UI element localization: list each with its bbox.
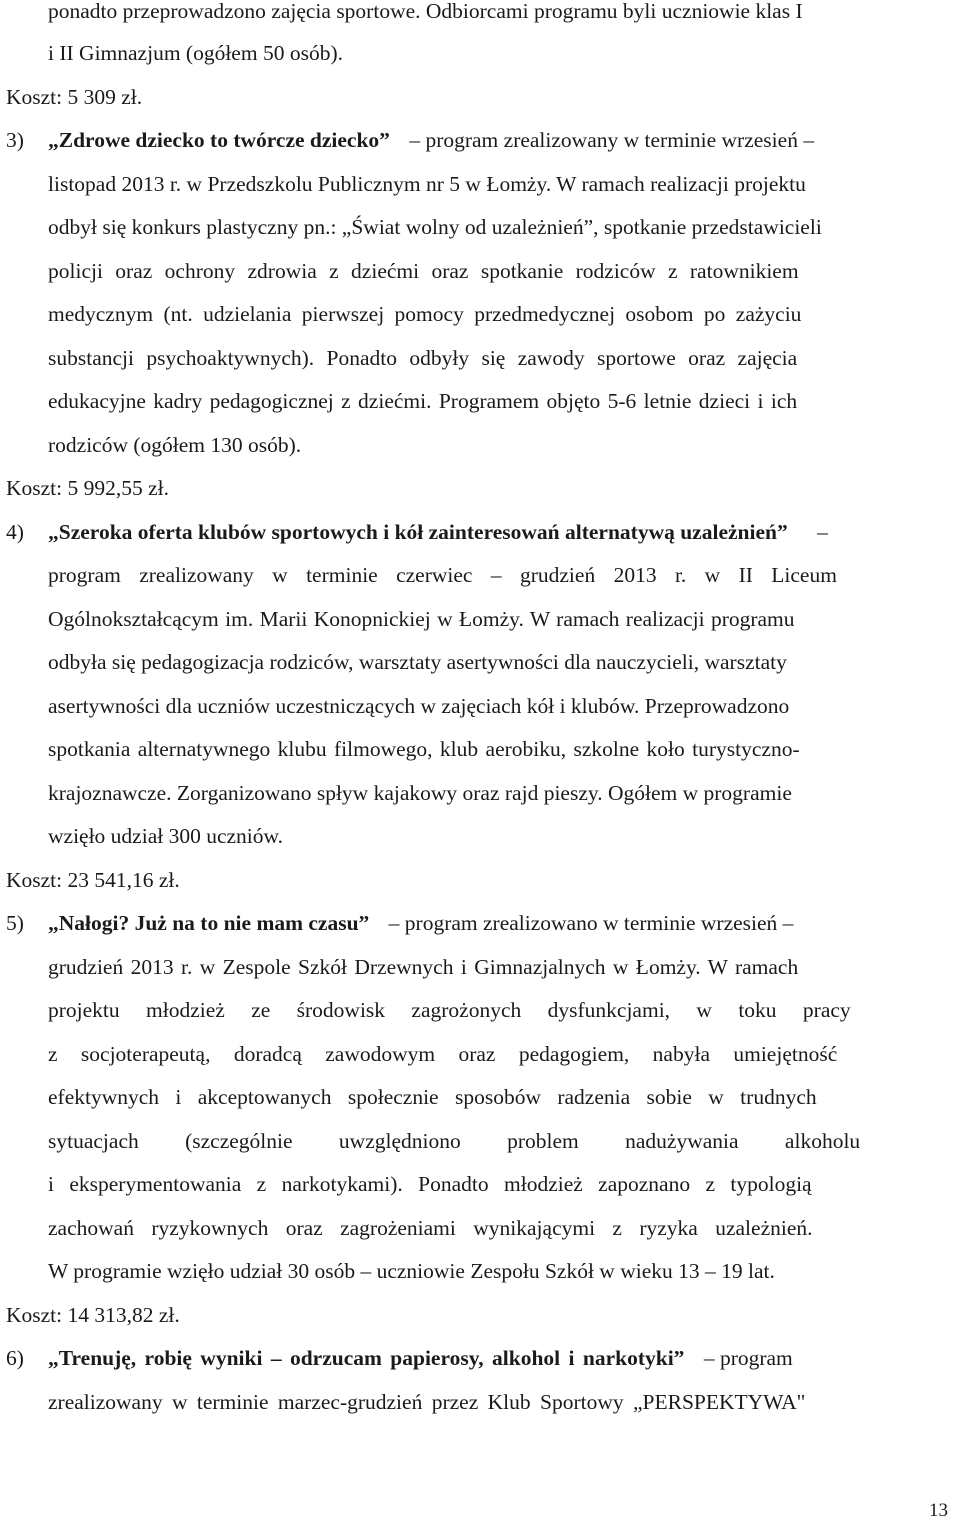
program-title: „Trenuję, robię wyniki – odrzucam papierosy, alkohol i narkotyki” bbox=[48, 1346, 685, 1370]
text-fragment: – program zrealizowano w terminie wrzesień – bbox=[388, 911, 794, 935]
program-title: „Nałogi? Już na to nie mam czasu” bbox=[48, 911, 370, 935]
text-line: policji oraz ochrony zdrowia z dziećmi oraz spotkanie rodziców z ratownikiem bbox=[48, 259, 799, 283]
section-heading bbox=[48, 910, 793, 936]
text-line: zrealizowany w terminie marzec-grudzień przez Klub Sportowy „PERSPEKTYWA" bbox=[48, 1390, 806, 1414]
cost-line: Koszt: 14 313,82 zł. bbox=[6, 1303, 180, 1327]
text-fragment: – program zrealizowany w terminie wrzesień – bbox=[409, 128, 815, 152]
section-heading bbox=[48, 127, 814, 153]
text-line: grudzień 2013 r. w Zespole Szkół Drzewnych i Gimnazjalnych w Łomży. W ramach bbox=[48, 955, 799, 979]
program-title: „Zdrowe dziecko to twórcze dziecko” bbox=[48, 128, 390, 152]
text-line: edukacyjne kadry pedagogicznej z dziećmi. Programem objęto 5-6 letnie dzieci i ich bbox=[48, 389, 798, 413]
text-line: ponadto przeprowadzono zajęcia sportowe. Odbiorcami programu byli uczniowie klas I bbox=[48, 0, 803, 23]
text-fragment: – bbox=[817, 520, 828, 544]
text-line: substancji psychoaktywnych). Ponadto odbyły się zawody sportowe oraz zajęcia bbox=[48, 346, 798, 370]
text-line: asertywności dla uczniów uczestniczących w zajęciach kół i klubów. Przeprowadzono bbox=[48, 694, 790, 718]
page-number: 13 bbox=[929, 1500, 948, 1521]
program-title: „Szeroka oferta klubów sportowych i kół zainteresowań alternatywą uzależnień” bbox=[48, 520, 788, 544]
cost-line: Koszt: 5 309 zł. bbox=[6, 85, 143, 109]
text-line: sytuacjach (szczególnie uwzględniono problem nadużywania alkoholu bbox=[48, 1129, 861, 1153]
section-heading bbox=[48, 519, 828, 545]
text-line: Ogólnokształcącym im. Marii Konopnickiej w Łomży. W ramach realizacji programu bbox=[48, 607, 795, 631]
text-line: efektywnych i akceptowanych społecznie sposobów radzenia sobie w trudnych bbox=[48, 1085, 817, 1109]
cost-line: Koszt: 5 992,55 zł. bbox=[6, 476, 170, 500]
text-line: W programie wzięło udział 30 osób – uczniowie Zespołu Szkół w wieku 13 – 19 lat. bbox=[48, 1259, 775, 1283]
list-number: 3) bbox=[6, 128, 24, 152]
text-line: z socjoterapeutą, doradcą zawodowym oraz pedagogiem, nabyła umiejętność bbox=[48, 1042, 838, 1066]
text-line: program zrealizowany w terminie czerwiec – grudzień 2013 r. w II Liceum bbox=[48, 563, 837, 587]
list-number: 4) bbox=[6, 520, 24, 544]
text-line: medycznym (nt. udzielania pierwszej pomocy przedmedycznej osobom po zażyciu bbox=[48, 302, 802, 326]
text-line: spotkania alternatywnego klubu filmowego, klub aerobiku, szkolne koło turystyczno- bbox=[48, 737, 800, 761]
text-line: odbyła się pedagogizacja rodziców, warsztaty asertywności dla nauczycieli, warsztaty bbox=[48, 650, 787, 674]
text-line: wzięło udział 300 uczniów. bbox=[48, 824, 284, 848]
text-line: zachowań ryzykownych oraz zagrożeniami wynikającymi z ryzyka uzależnień. bbox=[48, 1216, 813, 1240]
text-line: i eksperymentowania z narkotykami). Ponadto młodzież zapoznano z typologią bbox=[48, 1172, 812, 1196]
text-line: krajoznawcze. Zorganizowano spływ kajakowy oraz rajd pieszy. Ogółem w programie bbox=[48, 781, 792, 805]
list-number: 6) bbox=[6, 1346, 24, 1370]
text-line: listopad 2013 r. w Przedszkolu Publicznym nr 5 w Łomży. W ramach realizacji projektu bbox=[48, 172, 806, 196]
text-line: odbył się konkurs plastyczny pn.: „Świat wolny od uzależnień”, spotkanie przedstawicieli bbox=[48, 215, 822, 239]
section-heading bbox=[48, 1345, 793, 1371]
text-line: projektu młodzież ze środowisk zagrożonych dysfunkcjami, w toku pracy bbox=[48, 998, 851, 1022]
text-line: rodziców (ogółem 130 osób). bbox=[48, 433, 302, 457]
text-fragment: – program bbox=[703, 1346, 793, 1370]
text-line: i II Gimnazjum (ogółem 50 osób). bbox=[48, 41, 343, 65]
cost-line: Koszt: 23 541,16 zł. bbox=[6, 868, 180, 892]
list-number: 5) bbox=[6, 911, 24, 935]
